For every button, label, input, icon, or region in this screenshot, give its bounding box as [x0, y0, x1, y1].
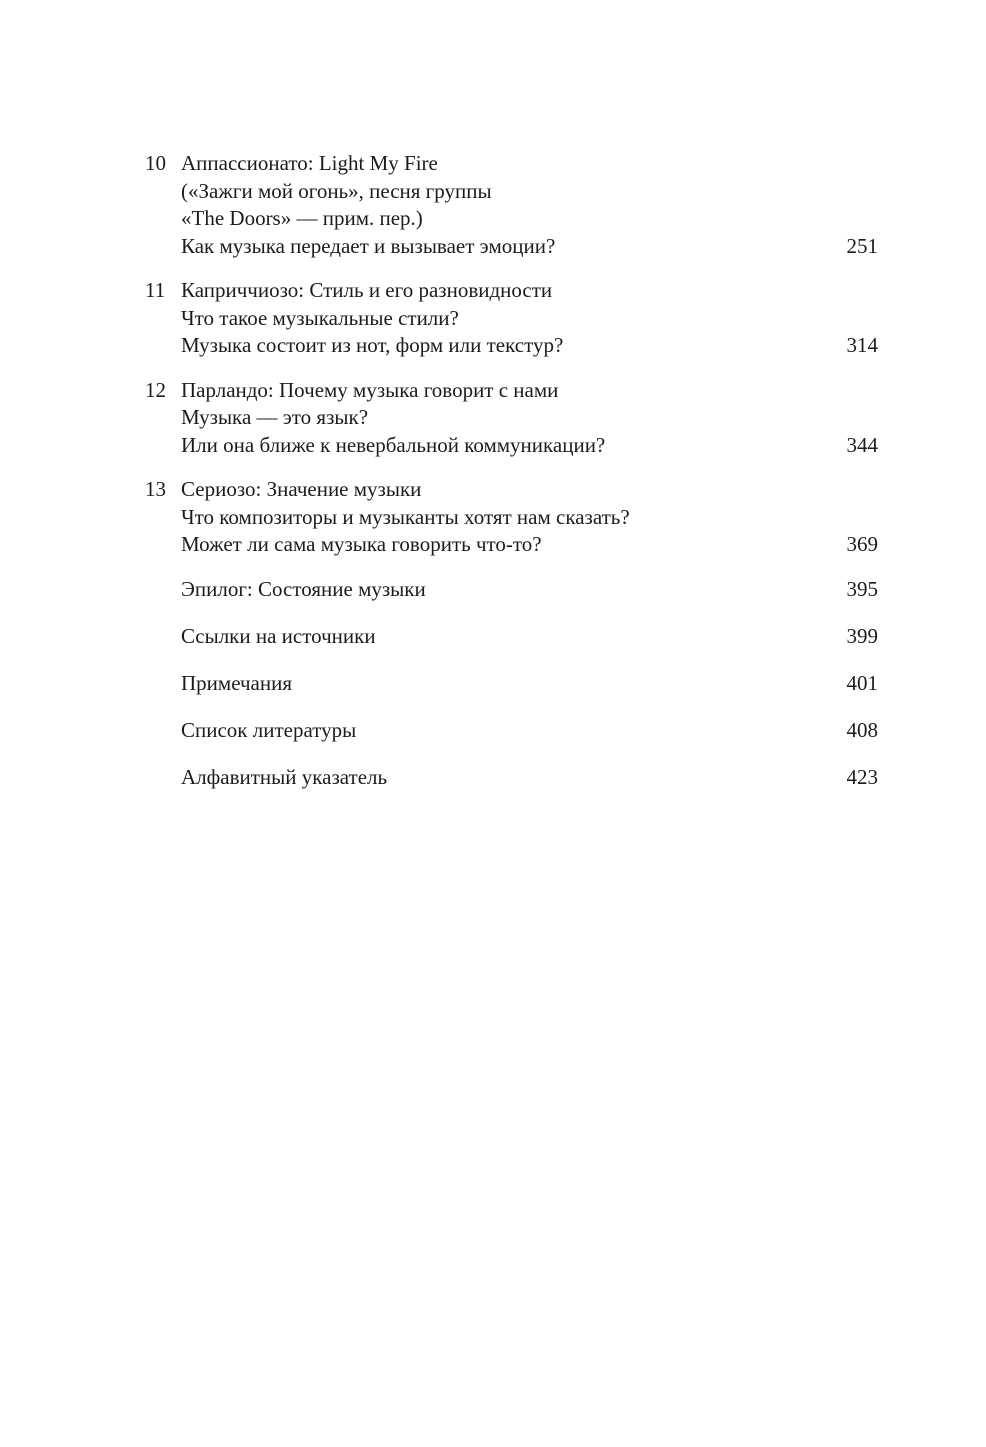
table-of-contents	[145, 150, 878, 811]
entry-title-lines	[181, 717, 827, 745]
chapter-number	[145, 670, 181, 698]
entry-title-line: Список литературы	[181, 717, 357, 742]
entry-title-line: Каприччиозо: Стиль и его разновидности	[181, 278, 553, 302]
chapter-number	[145, 576, 181, 604]
entry-title-line: «The Doors» — прим. пер.)	[181, 206, 423, 230]
toc-entry	[145, 717, 878, 745]
chapter-number: 13	[145, 477, 166, 501]
entry-page-number: 314	[846, 333, 878, 357]
toc-entry	[145, 623, 878, 651]
entry-title-line: Что композиторы и музыканты хотят нам сказать?	[181, 504, 630, 529]
toc-entry	[145, 764, 878, 792]
entry-title-line: Эпилог: Состояние музыки	[181, 576, 426, 601]
entry-title-line: («Зажги мой огонь», песня группы	[181, 178, 492, 203]
toc-entry	[145, 476, 878, 559]
toc-entry	[145, 576, 878, 604]
toc-entry	[145, 150, 878, 260]
entry-title-lines	[181, 476, 827, 559]
entry-page-number: 395	[846, 576, 878, 601]
entry-title-lines	[181, 150, 827, 260]
entry-title-line: Сериозо: Значение музыки	[181, 477, 422, 501]
entry-title-lines	[181, 670, 827, 698]
chapter-number: 12	[145, 377, 166, 402]
entry-title-lines	[181, 576, 827, 604]
toc-entry	[145, 377, 878, 460]
chapter-number	[145, 764, 181, 792]
entry-title-line: Как музыка передает и вызывает эмоции?	[181, 233, 556, 258]
entry-title-line: Ссылки на источники	[181, 623, 376, 648]
entry-page-number: 423	[846, 764, 878, 789]
entry-title-lines	[181, 764, 827, 792]
chapter-number: 10	[145, 151, 166, 175]
entry-page-number: 401	[846, 670, 878, 695]
entry-title-line: Парландо: Почему музыка говорит с нами	[181, 377, 559, 402]
entry-title-line: Алфавитный указатель	[181, 764, 388, 789]
chapter-number	[145, 717, 181, 745]
entry-title-lines	[181, 277, 827, 360]
entry-title-line: Может ли сама музыка говорить что-то?	[181, 532, 542, 556]
entry-title-line: Музыка состоит из нот, форм или текстур?	[181, 333, 564, 357]
entry-title-line: Аппассионато: Light My Fire	[181, 151, 438, 175]
entry-title-line: Музыка — это язык?	[181, 405, 369, 429]
chapter-number: 11	[145, 278, 166, 302]
toc-entry	[145, 277, 878, 360]
entry-title-lines	[181, 377, 827, 460]
entry-title-line: Или она ближе к невербальной коммуникации?	[181, 432, 606, 457]
entry-page-number: 408	[846, 717, 878, 742]
entry-page-number: 251	[846, 233, 878, 258]
entry-page-number: 399	[846, 623, 878, 648]
toc-entry	[145, 670, 878, 698]
entry-title-lines	[181, 623, 827, 651]
chapter-number	[145, 623, 181, 651]
entry-title-line: Что такое музыкальные стили?	[181, 305, 459, 330]
entry-title-line: Примечания	[181, 670, 293, 695]
entry-page-number: 369	[846, 532, 878, 556]
entry-page-number: 344	[846, 432, 878, 457]
